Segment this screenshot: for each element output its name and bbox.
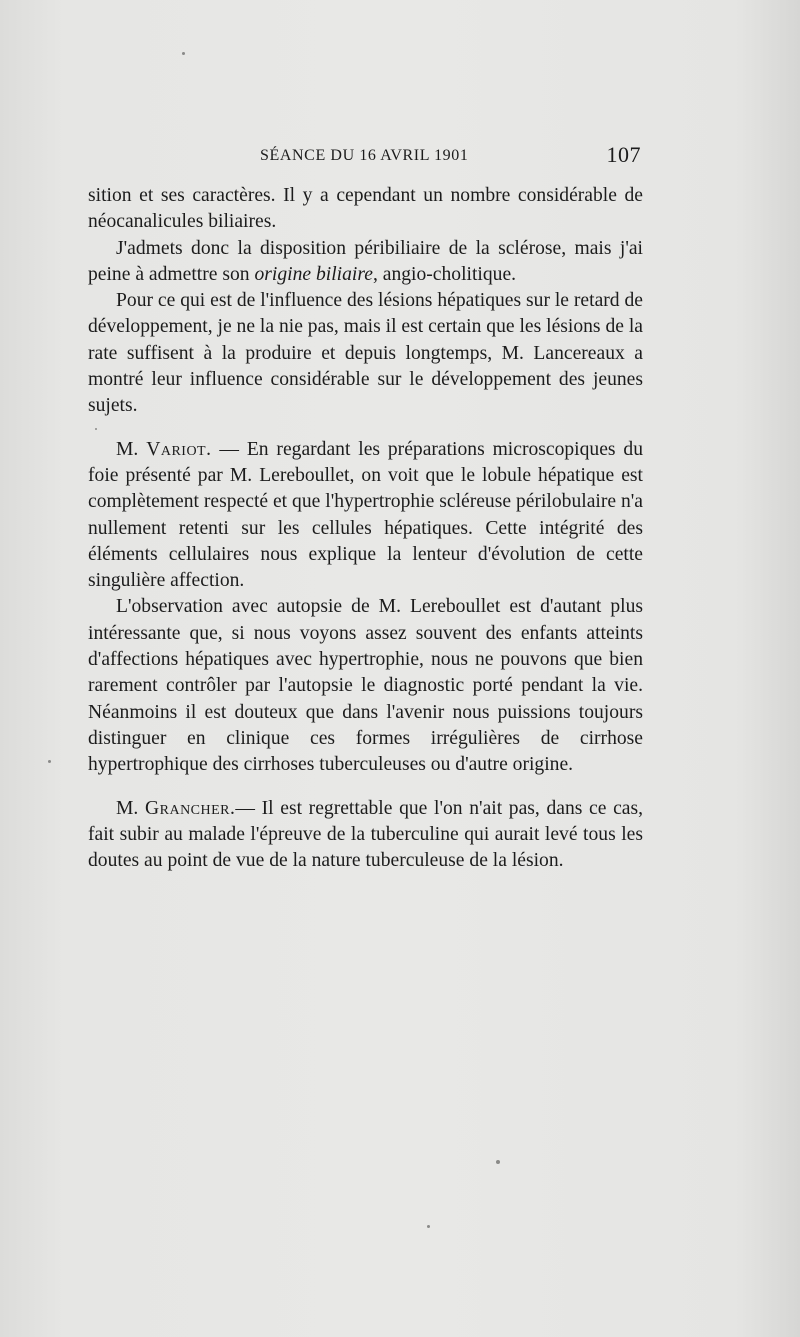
body-text (88, 183, 643, 874)
paragraph-text-end: , angio-cholitique. (372, 263, 517, 285)
paragraph-text: — Il est regrettable que l'on n'ait pas, dans ce cas, fait subir au malade l'épreuve de la tuberculine qui aurait levé tous les doutes au point de vue de la nature tuberculeuse de la lésion. (88, 797, 643, 872)
paragraph-grancher (88, 796, 643, 875)
paragraph-biliary-origin (88, 236, 643, 289)
paper-speck (48, 760, 51, 763)
paragraph-observation (88, 594, 643, 778)
paragraph-text: — En regardant les préparations microscopiques du foie présenté par M. Lereboullet, on voit que le lobule hépatique est complètement respecté et que l'hypertrophie scléreuse périlobulaire n'a nullement retenti sur les cellules hépatiques. Cette intégrité des éléments cellulaires nous explique la lenteur d'évolution de cette singulière affection. (88, 438, 643, 592)
speaker-prefix: M. (116, 797, 145, 819)
paper-speck (95, 428, 97, 430)
paragraph-variot (88, 437, 643, 595)
speaker-name: Grancher. (144, 797, 236, 819)
paragraph-text: Pour ce qui est de l'influence des lésions hépatiques sur le retard de développement, je ne la nie pas, mais il est certain que les lésions de la rate suffisent à la produire et depuis longtemps, M. Lancereaux a montré leur influence considérable sur le développement des jeunes sujets. (88, 290, 643, 417)
page-header (88, 143, 641, 173)
paragraph-text: L'observation avec autopsie de M. Lereboullet est d'autant plus intéressante que, si nous voyons assez souvent des enfants atteints d'affections hépatiques avec hypertrophie, nous ne pouvons que bien rarement contrôler par l'autopsie le diagnostic porté pendant la vie. Néanmoins il est douteux que dans l'avenir nous puissions toujours distinguer en clinique ces formes irrégulières de cirrhose hypertrophique des cirrhoses tuberculeuses ou d'autre origine. (88, 596, 643, 776)
paragraph-text-start: J'admets donc la disposition péribiliaire de la sclérose, mais j'ai peine à admettre son (88, 237, 643, 285)
italic-term: origine biliaire (254, 263, 373, 285)
paragraph-text: sition et ses caractères. Il y a cependant un nombre considérable de néocanalicules biliaires. (88, 185, 643, 233)
running-head: SÉANCE DU 16 AVRIL 1901 (260, 147, 469, 164)
speaker-name: Variot. (146, 438, 212, 460)
speaker-prefix: M. (116, 438, 147, 460)
page-number: 107 (606, 142, 641, 167)
paragraph-continuation (88, 183, 643, 236)
paper-speck (427, 1225, 430, 1228)
paper-speck (182, 52, 185, 55)
paper-speck (496, 1160, 500, 1164)
paragraph-development (88, 288, 643, 419)
